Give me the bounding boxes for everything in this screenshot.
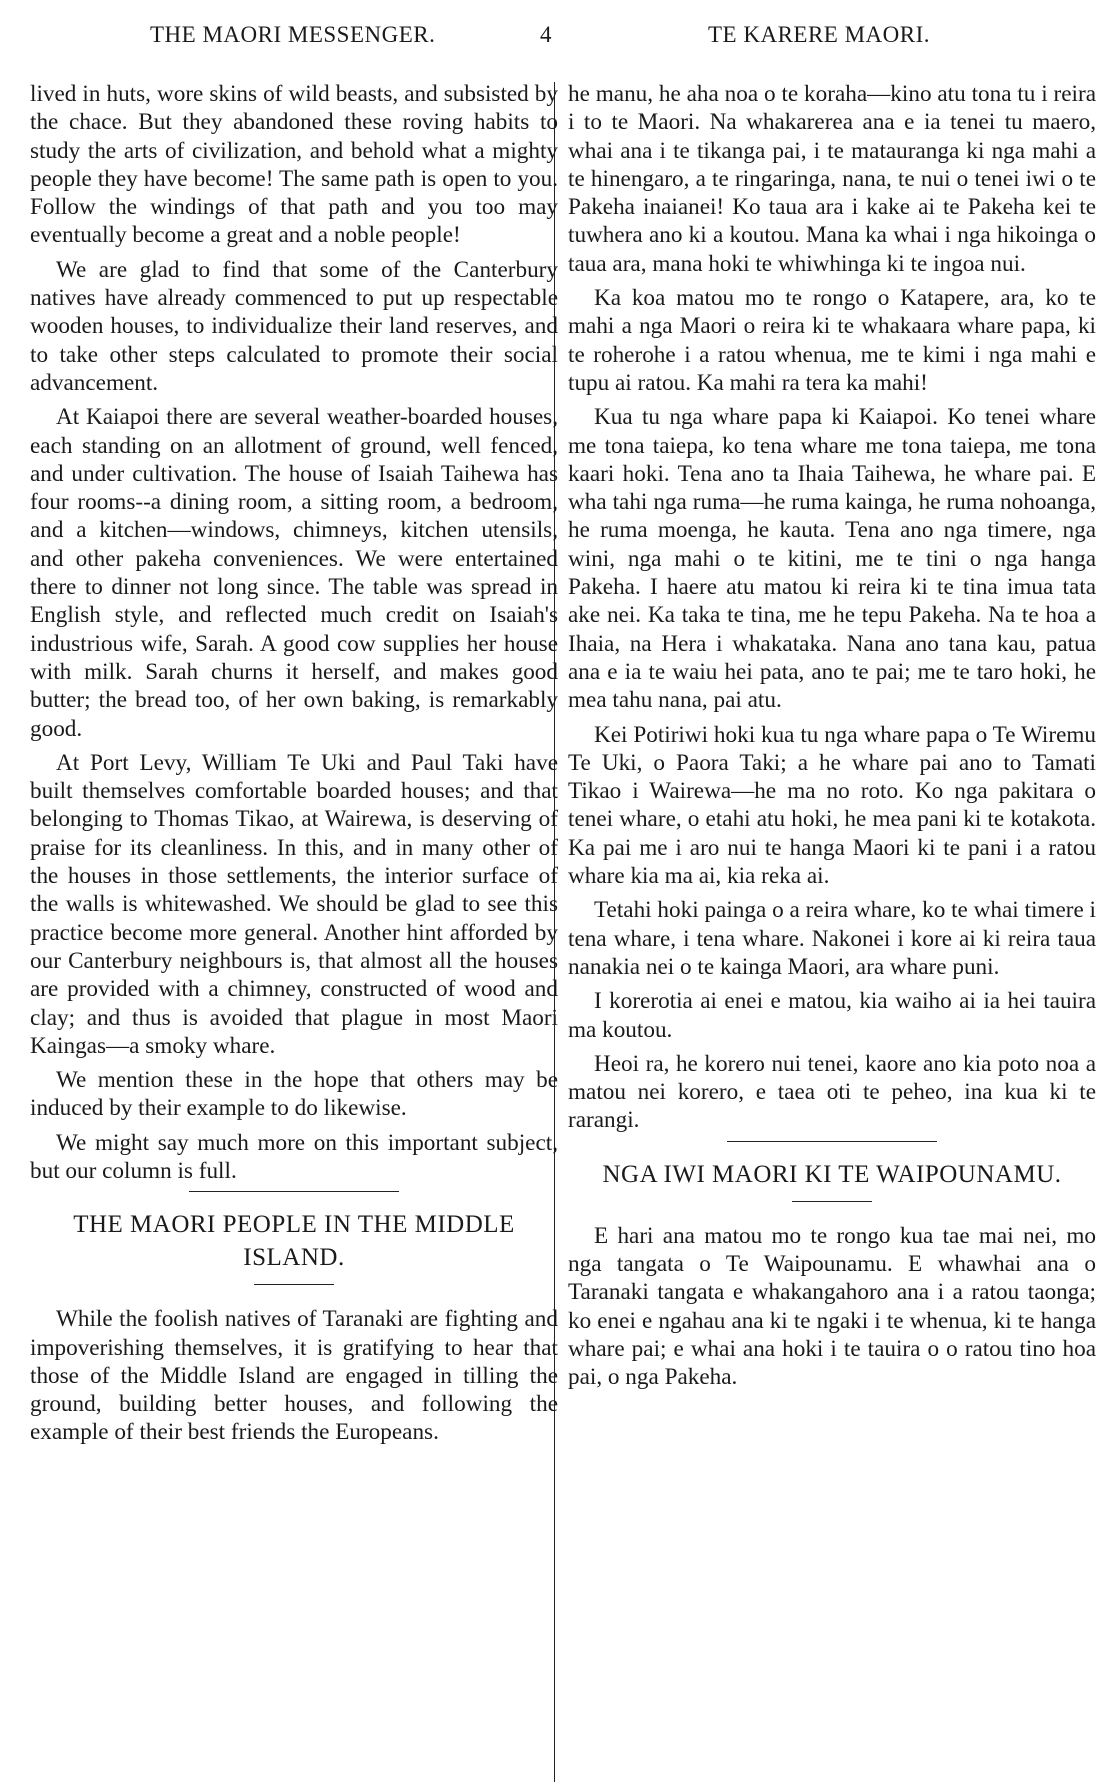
english-column xyxy=(30,80,558,1780)
maori-paragraph: Heoi ra, he korero nui tenei, kaore ano kia poto noa a matou nei korero, e taea oti te peheo, ina kua ki te rarangi. xyxy=(568,1050,1096,1134)
maori-paragraph: Kua tu nga whare papa ki Kaiapoi. Ko tenei whare me tona taiepa, ko tena whare me tona taiepa, me tona kaari hoki. Tena ano ta Ihaia Taihewa, he whare pai. E wha tahi nga ruma—he ruma kainga, he ruma nohoanga, he ruma moenga, he kauta. Tena ano nga timere, nga wini, nga mahi o te kitini, me te tini o nga hanga Pakeha. I haere atu matou ki reira ki te tina imua tata ake nei. Ka taka te tina, me he tepu Pakeha. Na te hoa a Ihaia, na Hera i whakataka. Nana ano tana kau, patua ana e ia te waiu hei pata, ano te pai; me te taro hoki, he mea tahu nana, pai atu. xyxy=(568,404,1096,714)
maori-column xyxy=(568,80,1096,1780)
english-paragraph: While the foolish natives of Taranaki are fighting and impoverishing themselves, it is gratifying to hear that those of the Middle Island are engaged in tilling the ground, building better houses, and following the example of their best friends the Europeans. xyxy=(30,1306,558,1446)
english-paragraph: lived in huts, wore skins of wild beasts, and subsisted by the chace. But they abandoned these roving habits to study the arts of civilization, and behold what a mighty people they have become! The same path is open to you. Follow the windings of that path and you too may eventually become a great and a noble people! xyxy=(30,81,558,249)
heading-rule xyxy=(254,1284,334,1285)
masthead xyxy=(0,22,1114,56)
maori-paragraph: Tetahi hoki painga o a reira whare, ko te whai timere i tena whare, i tena whare. Nakonei i kore ai ki reira taua nanakia nei o te kainga Maori, ara whare puni. xyxy=(568,897,1096,980)
section-rule xyxy=(727,1141,937,1142)
maori-paragraph: Ka koa matou mo te rongo o Katapere, ara, ko te mahi a nga Maori o reira ki te whakaara whare papa, ki te roherohe i a ratou whenua, me te kimi i nga mahi e tupu ai ratou. Ka mahi ra tera ka mahi! xyxy=(568,285,1096,396)
section-heading-english: THE MAORI PEOPLE IN THE MIDDLE ISLAND. xyxy=(73,1211,515,1272)
masthead-title-english: THE MAORI MESSENGER. xyxy=(150,22,436,47)
english-paragraph: We mention these in the hope that others may be induced by their example to do likewise. xyxy=(30,1067,558,1122)
heading-rule xyxy=(792,1201,872,1202)
english-paragraph: At Kaiapoi there are several weather-boarded houses, each standing on an allotment of ground, well fenced, and under cultivation. The house of Isaiah Taihewa has four rooms--a dining room, a sitting room, a bedroom, and a kitchen—windows, chimneys, kitchen utensils, and other pakeha conveniences. We were entertained there to dinner not long since. The table was spread in English style, and reflected much credit on Isaiah's industrious wife, Sarah. A good cow supplies her house with milk. Sarah churns it herself, and makes good butter; the bread too, of her own baking, is remarkably good. xyxy=(30,404,558,742)
section-rule xyxy=(189,1191,399,1192)
maori-paragraph: Kei Potiriwi hoki kua tu nga whare papa o Te Wiremu Te Uki, o Paora Taki; a he whare pai ano to Tamati Tikao i Wairewa—he ma no roto. Ko nga pakitara o tenei whare, o etahi atu hoki, he mea pani ki te kotakota. Ka pai me i aro nui te hanga Maori ki te pani i a ratou whare kia ma ai, kia reka ai. xyxy=(568,721,1096,890)
maori-paragraph: E hari ana matou mo te rongo kua tae mai nei, mo nga tangata o Te Waipounamu. E whawhai ana o Taranaki tangata e whakangahoro ana i a ratou taonga; ko enei e ngahau ana ki te ngaki i te whenua, ki te hanga whare pai; e whai ana hoki i te tauira o o ratou tino hoa pai, o nga Pakeha. xyxy=(568,1222,1096,1391)
masthead-title-maori: TE KARERE MAORI. xyxy=(708,22,931,47)
page-number: 4 xyxy=(540,22,552,47)
english-paragraph: We might say much more on this important subject, but our column is full. xyxy=(30,1129,558,1184)
maori-paragraph: he manu, he aha noa o te koraha—kino atu tona tu i reira i to te Maori. Na whakarerea ana e ia tenei tu maero, whai ana i te tikanga pai, i te matauranga ki nga mahi a te hinengaro, a te ringaringa, nana, te nui o tenei iwi o te Pakeha inaianei! Ko taua ara i kake ai te Pakeha kei te tuwhera ano ki a koutou. Mana ka whai i nga hikoinga o taua ara, mana hoki te whiwhinga ki te ingoa nui. xyxy=(568,81,1096,277)
maori-paragraph: I korerotia ai enei e matou, kia waiho ai ia hei tauira ma koutou. xyxy=(568,988,1096,1043)
section-heading-maori: NGA IWI MAORI KI TE WAIPOUNAMU. xyxy=(602,1160,1062,1188)
english-paragraph: At Port Levy, William Te Uki and Paul Taki have built themselves comfortable boarded houses; and that belonging to Thomas Tikao, at Wairewa, is deserving of praise for its cleanliness. In this, and in many other of the houses in those settlements, the interior surface of the walls is whitewashed. We should be glad to see this practice become more general. Another hint afforded by our Canterbury neighbours is, that almost all the houses are provided with a chimney, constructed of wood and clay; and thus is avoided that plague in most Maori Kaingas—a smoky whare. xyxy=(30,749,558,1059)
english-paragraph: We are glad to find that some of the Canterbury natives have already commenced to put up respectable wooden houses, to individualize their land reserves, and to take other steps calculated to promote their social advancement. xyxy=(30,256,558,396)
